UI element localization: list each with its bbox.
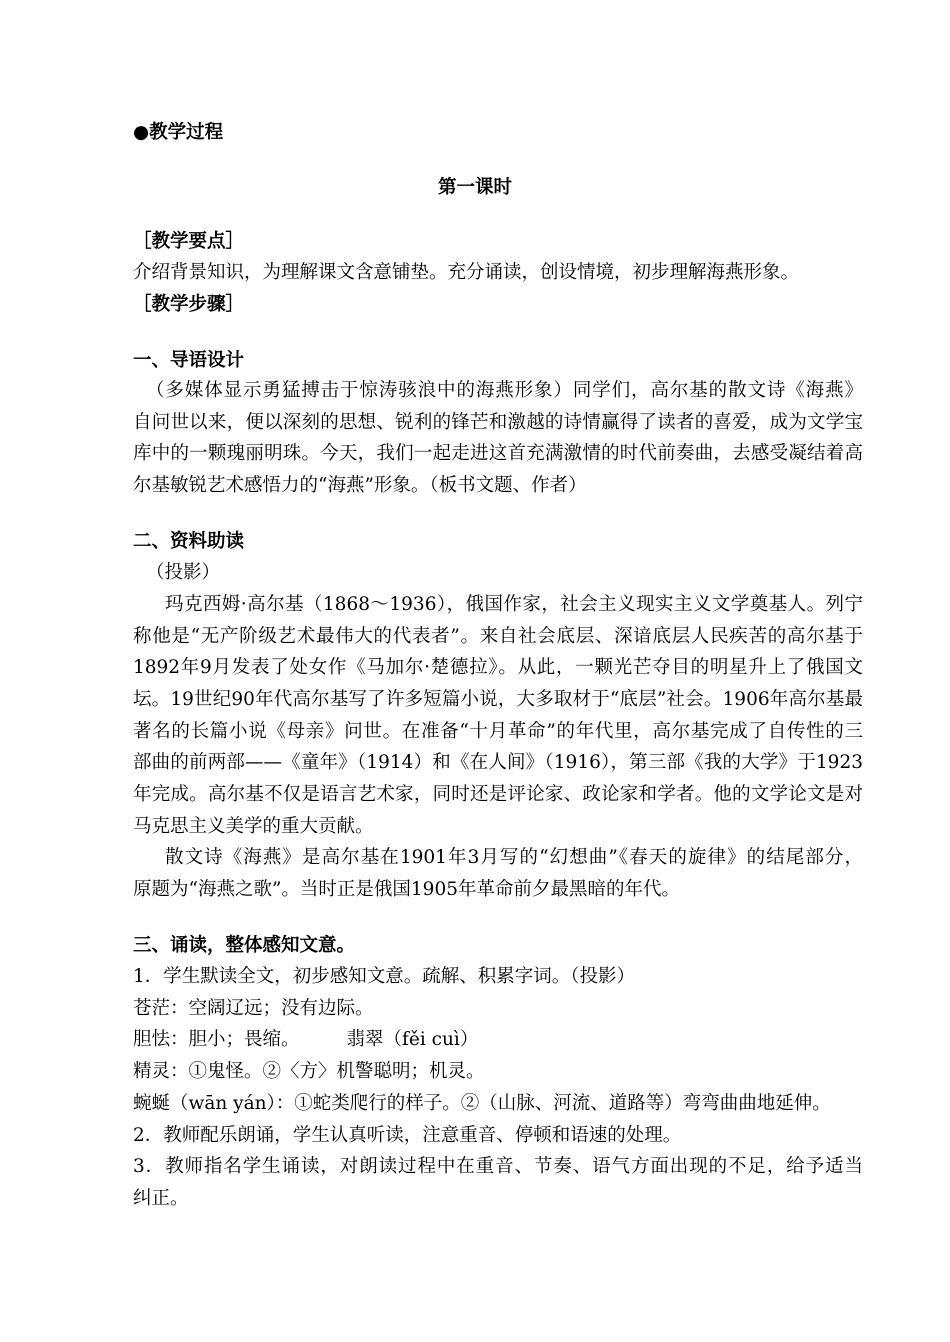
paragraph-line: 3．教师指名学生诵读，对朗读过程中在重音、节奏、语气方面出现的不足，给予适当	[133, 1156, 863, 1177]
paragraph-line: 原题为“海燕之歌”。当时正是俄国1905年革命前夕最黑暗的年代。	[133, 879, 680, 900]
paragraph-line: 胆怯：胆小；畏缩。 翡翠（fěi cuì）	[133, 1029, 479, 1050]
paragraph-line: 部曲的前两部——《童年》（1914）和《在人间》（1916），第三部《我的大学》于1923	[133, 752, 863, 773]
paragraph-line: 著名的长篇小说《母亲》问世。在准备“十月革命”的年代里，高尔基完成了自传性的三	[133, 721, 863, 742]
paragraph-line: （多媒体显示勇猛搏击于惊涛骇浪中的海燕形象）同学们，高尔基的散文诗《海燕》	[146, 380, 863, 401]
section-title: ●教学过程	[133, 122, 224, 143]
paragraph-line: 称他是“无产阶级艺术最伟大的代表者”。来自社会底层、深谙底层人民疾苦的高尔基于	[133, 626, 863, 647]
steps-heading: ［教学步骤］	[133, 294, 245, 315]
paragraph-line: 苍茫：空阔辽远；没有边际。	[133, 998, 374, 1019]
part2-heading: 二、资料助读	[133, 531, 245, 552]
paragraph-line: 马克思主义美学的重大贡献。	[133, 816, 374, 837]
paragraph-line: 精灵：①鬼怪。②〈方〉机警聪明；机灵。	[133, 1061, 485, 1082]
paragraph-line: 自问世以来，便以深刻的思想、锐利的锋芒和激越的诗情赢得了读者的喜爱，成为文学宝	[133, 412, 863, 433]
paragraph-line: 1892年9月发表了处女作《马加尔·楚德拉》。从此，一颗光芒夺目的明星升上了俄国文	[133, 657, 863, 678]
paragraph-line: 1．学生默读全文，初步感知文意。疏解、积累字词。（投影）	[133, 966, 636, 987]
paragraph-line: 玛克西姆·高尔基（1868～1936），俄国作家，社会主义现实主义文学奠基人。列宁	[165, 594, 863, 615]
paragraph-line: 年完成。高尔基不仅是语言艺术家，同时还是评论家、政论家和学者。他的文学论文是对	[133, 784, 863, 805]
paragraph-line: 库中的一颗瑰丽明珠。今天，我们一起走进这首充满激情的时代前奏曲，去感受凝结着高	[133, 443, 863, 464]
paragraph-line: 蜿蜒（wān yán）：①蛇类爬行的样子。②（山脉、河流、道路等）弯弯曲曲地延伸。	[133, 1093, 831, 1114]
paragraph-line: 坛。19世纪90年代高尔基写了许多短篇小说，大多取材于“底层”社会。1906年高尔基最	[133, 689, 863, 710]
projection-note: （投影）	[146, 562, 221, 583]
key-points-heading: ［教学要点］	[133, 231, 245, 252]
paragraph-line: 纠正。	[133, 1188, 189, 1209]
lesson-title: 第一课时	[437, 177, 512, 198]
part3-heading: 三、诵读，整体感知文意。	[133, 935, 356, 956]
paragraph-line: 2．教师配乐朗诵，学生认真听读，注意重音、停顿和语速的处理。	[133, 1125, 682, 1146]
key-points-text: 介绍背景知识，为理解课文含意铺垫。充分诵读，创设情境，初步理解海燕形象。	[133, 262, 800, 283]
paragraph-line: 散文诗《海燕》是高尔基在1901年3月写的“幻想曲”《春天的旋律》的结尾部分，	[165, 847, 863, 868]
part1-heading: 一、导语设计	[133, 350, 245, 371]
paragraph-line: 尔基敏锐艺术感悟力的“海燕”形象。（板书文题、作者）	[133, 475, 587, 496]
